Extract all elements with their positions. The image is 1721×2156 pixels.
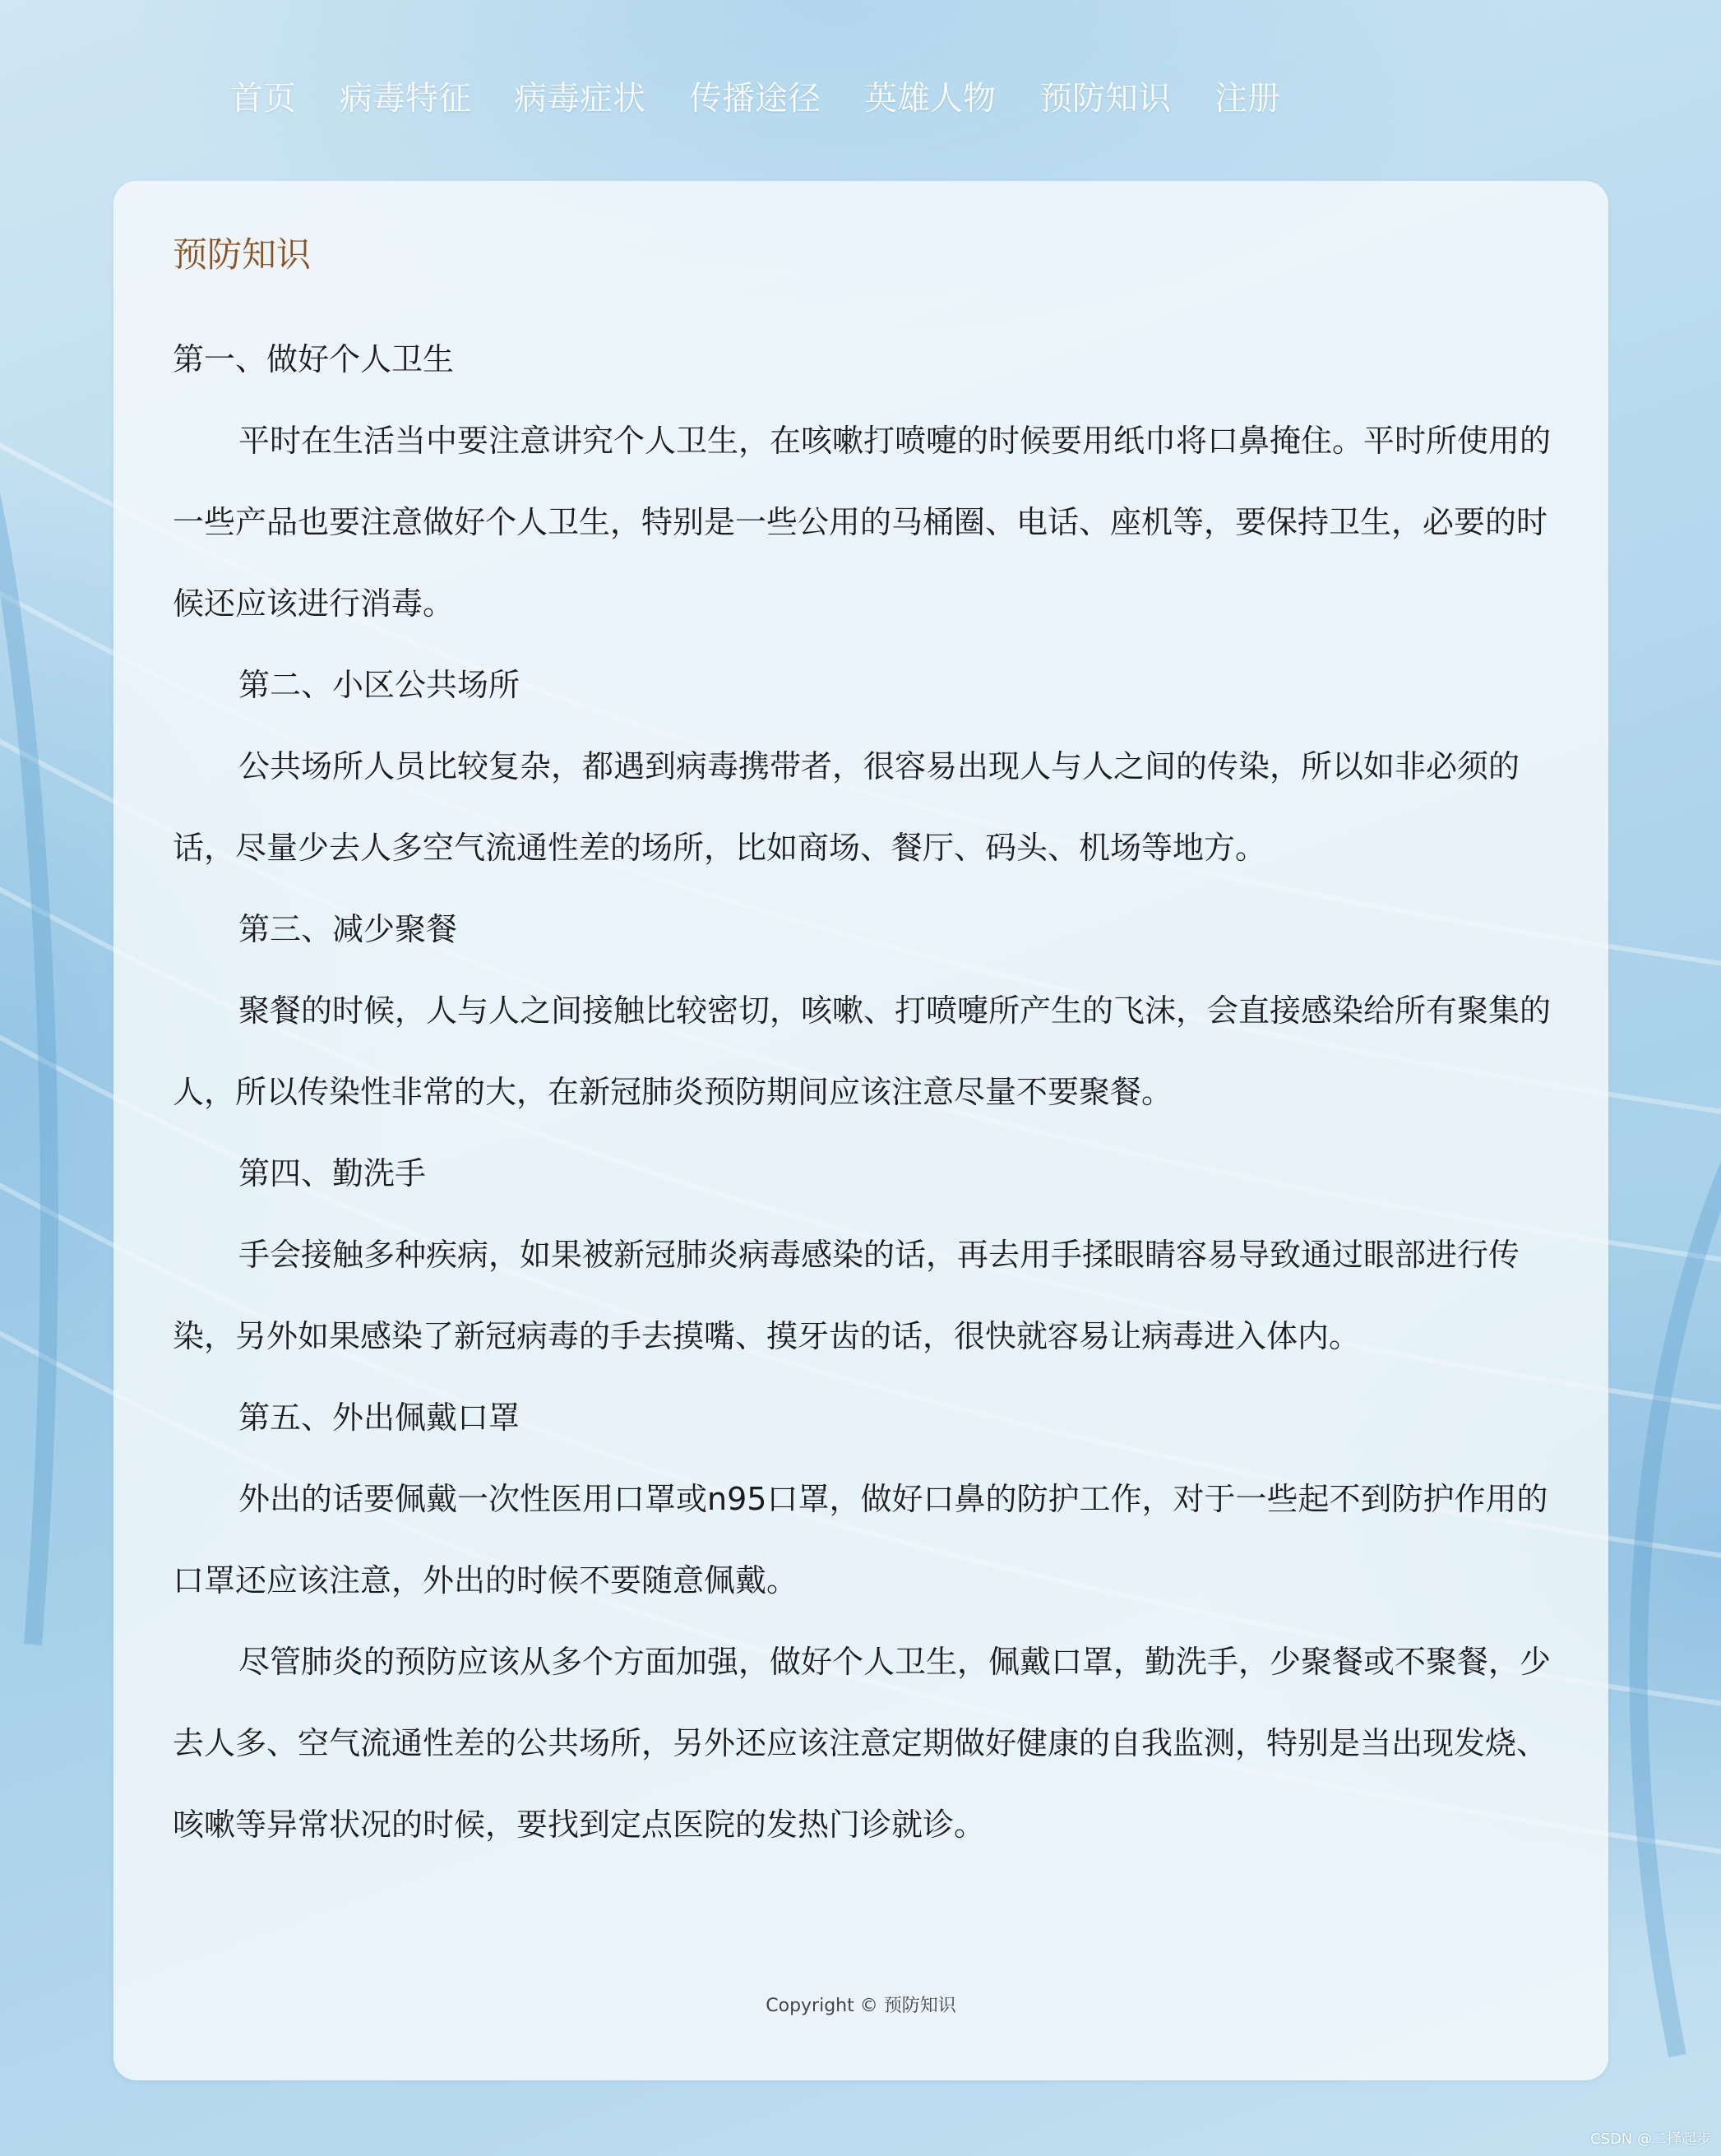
watermark: CSDN @二择起步 [1589,2131,1711,2148]
paragraph-public-places: 公共场所人员比较复杂，都遇到病毒携带者，很容易出现人与人之间的传染，所以如非必须的话，尽量少去人多空气流通性差的场所，比如商场、餐厅、码头、机场等地方。 [173,748,1520,866]
paragraph-summary: 尽管肺炎的预防应该从多个方面加强，做好个人卫生，佩戴口罩，勤洗手，少聚餐或不聚餐，少去人多、空气流通性差的公共场所，另外还应该注意定期做好健康的自我监测，特别是当出现发烧、咳嗽等异常状况的时候，要找到定点医院的发热门诊就诊。 [173,1644,1552,1843]
nav-item-heroes[interactable]: 英雄人物 [864,80,996,118]
paragraph-hygiene: 平时在生活当中要注意讲究个人卫生，在咳嗽打喷嚏的时候要用纸巾将口鼻掩住。平时所使用的一些产品也要注意做好个人卫生，特别是一些公用的马桶圈、电话、座机等，要保持卫生，必要的时候还应该进行消毒。 [173,423,1552,622]
nav-item-register[interactable]: 注册 [1214,80,1280,118]
article-body [173,319,1572,1866]
section-heading-masks: 第五、外出佩戴口罩 [238,1400,520,1436]
section-heading-public-places: 第二、小区公共场所 [238,667,520,703]
section-heading-gatherings: 第三、减少聚餐 [238,911,458,947]
nav-item-transmission[interactable]: 传播途径 [689,80,821,118]
content-card [113,181,1608,2080]
nav-item-virus-features[interactable]: 病毒特征 [340,80,471,118]
top-navigation [0,66,1721,132]
section-heading-handwashing: 第四、勤洗手 [238,1155,427,1191]
paragraph-gatherings: 聚餐的时候，人与人之间接触比较密切，咳嗽、打喷嚏所产生的飞沫，会直接感染给所有聚集的人，所以传染性非常的大，在新冠肺炎预防期间应该注意尽量不要聚餐。 [173,992,1552,1110]
footer-copyright: Copyright © 预防知识 [766,1996,956,2016]
nav-item-prevention[interactable]: 预防知识 [1039,80,1171,118]
nav-item-home[interactable]: 首页 [230,80,296,118]
section-heading-hygiene: 第一、做好个人卫生 [173,341,455,377]
paragraph-masks: 外出的话要佩戴一次性医用口罩或n95口罩，做好口鼻的防护工作，对于一些起不到防护作用的口罩还应该注意，外出的时候不要随意佩戴。 [173,1481,1548,1598]
page-title: 预防知识 [173,234,312,275]
paragraph-handwashing: 手会接触多种疾病，如果被新冠肺炎病毒感染的话，再去用手揉眼睛容易导致通过眼部进行传染，另外如果感染了新冠病毒的手去摸嘴、摸牙齿的话，很快就容易让病毒进入体内。 [173,1237,1520,1354]
nav-item-virus-symptoms[interactable]: 病毒症状 [514,80,645,118]
